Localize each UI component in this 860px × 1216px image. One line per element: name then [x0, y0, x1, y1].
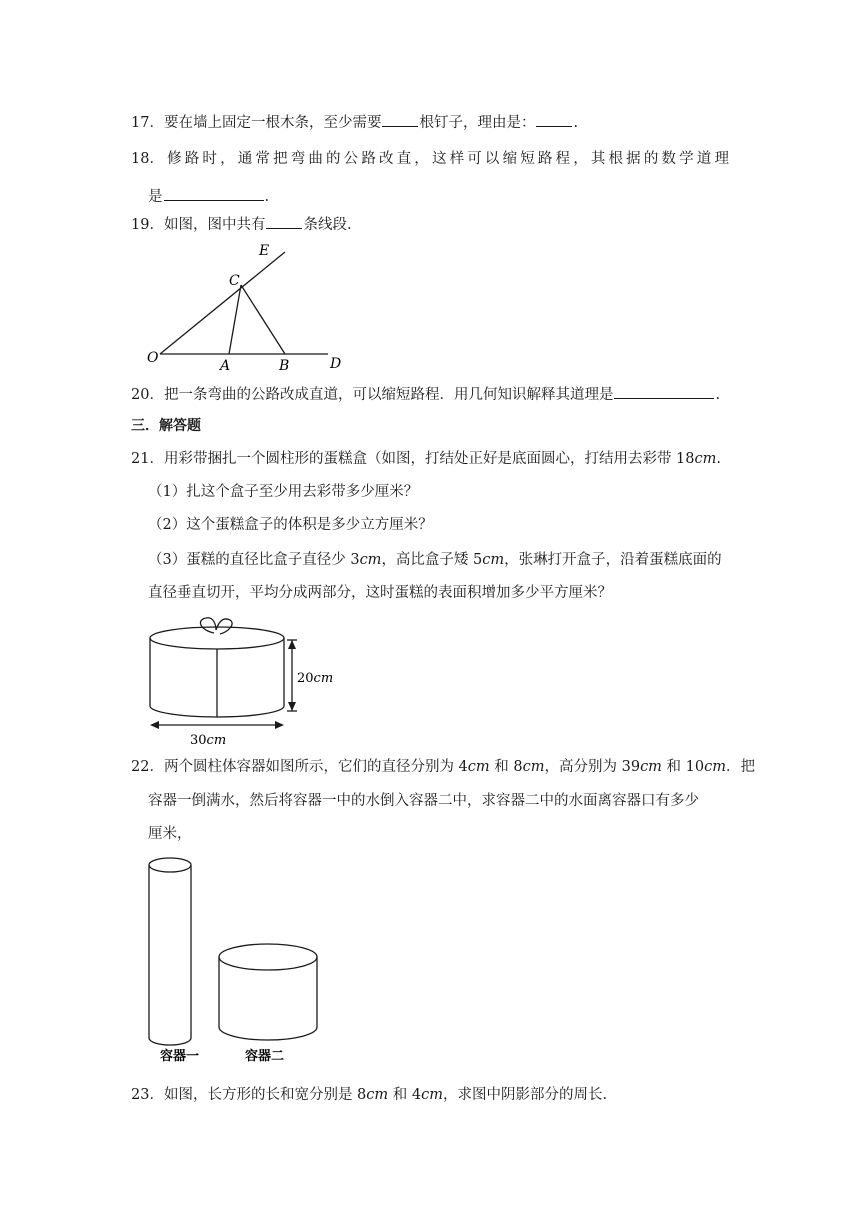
- q19-text-1: 19．如图，图中共有: [131, 217, 266, 233]
- q23-text-a: 23．如图，长方形的长和宽分别是 8: [131, 1087, 367, 1103]
- container-1-label: 容器一: [160, 1049, 200, 1064]
- q21-intro-text: 21．用彩带捆扎一个圆柱形的蛋糕盒（如图，打结处正好是底面圆心，打结用去彩带 18: [131, 451, 695, 467]
- q19-text-2: 条线段.: [303, 217, 352, 233]
- question-22-line-1: [131, 757, 755, 777]
- q21-p3-text-c: ，张琳打开盒子，沿着蛋糕底面的: [504, 552, 722, 568]
- q18-char: 程: [555, 151, 571, 167]
- container-1-bottom: [149, 1038, 191, 1045]
- q18-char: 公: [343, 151, 359, 167]
- question-21-part-3-line-2: 直径垂直切开，平均分成两部分，这时蛋糕的表面积增加多少平方厘米？: [148, 585, 612, 601]
- q18-char: 常: [255, 151, 270, 167]
- q18-char: 根: [608, 151, 624, 167]
- q18-char: 这: [431, 151, 447, 167]
- q18-char: 曲: [308, 151, 323, 167]
- height-arrow-top: [288, 640, 296, 649]
- label-c: C: [229, 273, 240, 289]
- q19-blank: [266, 214, 302, 229]
- question-18-line-2: [148, 186, 269, 207]
- q18-char: 数: [661, 151, 676, 167]
- label-d: D: [330, 356, 342, 372]
- width-arrow-right: [275, 721, 284, 729]
- ray-oe: [160, 252, 285, 354]
- ribbon-knot: [200, 618, 232, 634]
- box-bottom-arc: [150, 706, 284, 717]
- q18-char: 路: [537, 151, 553, 167]
- q22-text-e: ．把: [725, 759, 755, 775]
- q22-unit-3: cm: [640, 759, 662, 775]
- label-o: O: [147, 350, 159, 366]
- width-label: [190, 733, 226, 748]
- q23-unit-2: cm: [421, 1087, 443, 1103]
- container-2-bottom: [219, 1027, 317, 1040]
- q21-p3-text-a: （3）蛋糕的直径比盒子直径少 3: [148, 552, 360, 568]
- width-arrow-left: [150, 721, 159, 729]
- q22-unit-2: cm: [522, 759, 545, 775]
- q18-char: 路: [361, 151, 376, 167]
- q18-char: 其: [590, 151, 606, 167]
- q18-char: 样: [449, 151, 465, 167]
- q21-p3-unit-1: cm: [359, 552, 382, 568]
- container-2-top: [219, 944, 317, 970]
- width-label-number: 30: [190, 733, 207, 748]
- q22-text-b: 和 8: [489, 759, 523, 775]
- question-23: [131, 1085, 607, 1105]
- width-label-unit: cm: [206, 733, 227, 748]
- label-a: A: [220, 358, 231, 374]
- q18-char: ，: [414, 151, 429, 167]
- q18-char: ，: [220, 151, 235, 167]
- q18-char: 把: [273, 151, 288, 167]
- q17-text-2: 根钉子，理由是：: [419, 115, 536, 131]
- q18-char: 的: [326, 151, 341, 167]
- q22-unit-1: cm: [467, 759, 490, 775]
- q23-text-c: ，求图中阴影部分的周长.: [443, 1087, 608, 1103]
- question-22-line-2: 容器一倒满水，然后将容器一中的水倒入容器二中，求容器二中的水面离容器口有多少: [148, 793, 699, 809]
- q22-unit-4: cm: [704, 759, 726, 775]
- q18-char: 18．: [131, 151, 164, 167]
- q18-char: 通: [237, 151, 253, 167]
- height-label: [297, 671, 333, 686]
- label-b: B: [279, 358, 290, 374]
- container-1-top: [149, 858, 191, 872]
- question-21-part-2: （2）这个蛋糕盒子的体积是多少立方厘米？: [148, 517, 433, 533]
- q18-char: 直: [396, 151, 412, 167]
- q18-char: 路: [184, 151, 200, 167]
- height-label-number: 20: [297, 671, 314, 686]
- q18-text-1: 是: [148, 189, 163, 205]
- question-21-part-1: （1）扎这个盒子至少用去彩带多少厘米？: [148, 484, 419, 500]
- q22-text-a: 22．两个圆柱体容器如图所示，它们的直径分别为 4: [131, 759, 468, 775]
- question-17: [131, 112, 578, 133]
- question-21-part-3-line-1: [148, 550, 722, 570]
- q17-text-1: 17．要在墙上固定一根木条，至少需要: [131, 115, 382, 131]
- q17-blank-2: [536, 112, 572, 127]
- q18-char: 时: [202, 151, 217, 167]
- q18-char: ，: [573, 151, 588, 167]
- q21-intro-end: .: [716, 451, 721, 467]
- q23-text-b: 和 4: [388, 1087, 422, 1103]
- q18-char: 理: [714, 151, 729, 167]
- q18-char: 据: [626, 151, 641, 167]
- q17-blank-1: [382, 112, 418, 127]
- height-arrow-bottom: [288, 702, 296, 711]
- q18-char: 弯: [290, 151, 306, 167]
- segment-cb: [241, 285, 285, 354]
- question-22-line-3: 厘米，: [148, 826, 192, 842]
- section-heading: 三．解答题: [131, 418, 201, 434]
- q21-p3-unit-2: cm: [482, 552, 505, 568]
- q18-char: 的: [643, 151, 659, 167]
- question-20: [131, 384, 720, 405]
- question-18-line-1: [131, 149, 729, 169]
- q18-char: 短: [520, 151, 535, 167]
- q20-blank: [614, 384, 714, 399]
- q17-text-3: .: [573, 115, 579, 131]
- q18-char: 以: [484, 151, 500, 167]
- question-19: [131, 214, 352, 235]
- q18-char: 学: [679, 151, 694, 167]
- q18-char: 改: [378, 151, 394, 167]
- question-21-intro: [131, 449, 721, 469]
- q20-text-2: .: [715, 387, 721, 403]
- q18-char: 可: [467, 151, 482, 167]
- q18-char: 修: [167, 151, 182, 167]
- box-top-ellipse: [150, 627, 284, 649]
- q18-text-2: .: [264, 189, 270, 205]
- q21-p3-text-b: ，高比盒子矮 5: [381, 552, 483, 568]
- q20-text-1: 20．把一条弯曲的公路改成直道，可以缩短路程．用几何知识解释其道理是: [131, 387, 614, 403]
- segment-ca: [229, 285, 241, 354]
- label-e: E: [259, 243, 270, 259]
- q18-char: 缩: [502, 151, 518, 167]
- q18-char: 道: [696, 151, 712, 167]
- q22-text-d: 和 10: [661, 759, 705, 775]
- q22-text-c: ，高分别为 39: [544, 759, 641, 775]
- q18-blank: [164, 186, 264, 201]
- height-label-unit: cm: [313, 671, 334, 686]
- container-2-label: 容器二: [245, 1049, 285, 1064]
- q23-unit-1: cm: [366, 1087, 389, 1103]
- q21-intro-unit: cm: [694, 451, 717, 467]
